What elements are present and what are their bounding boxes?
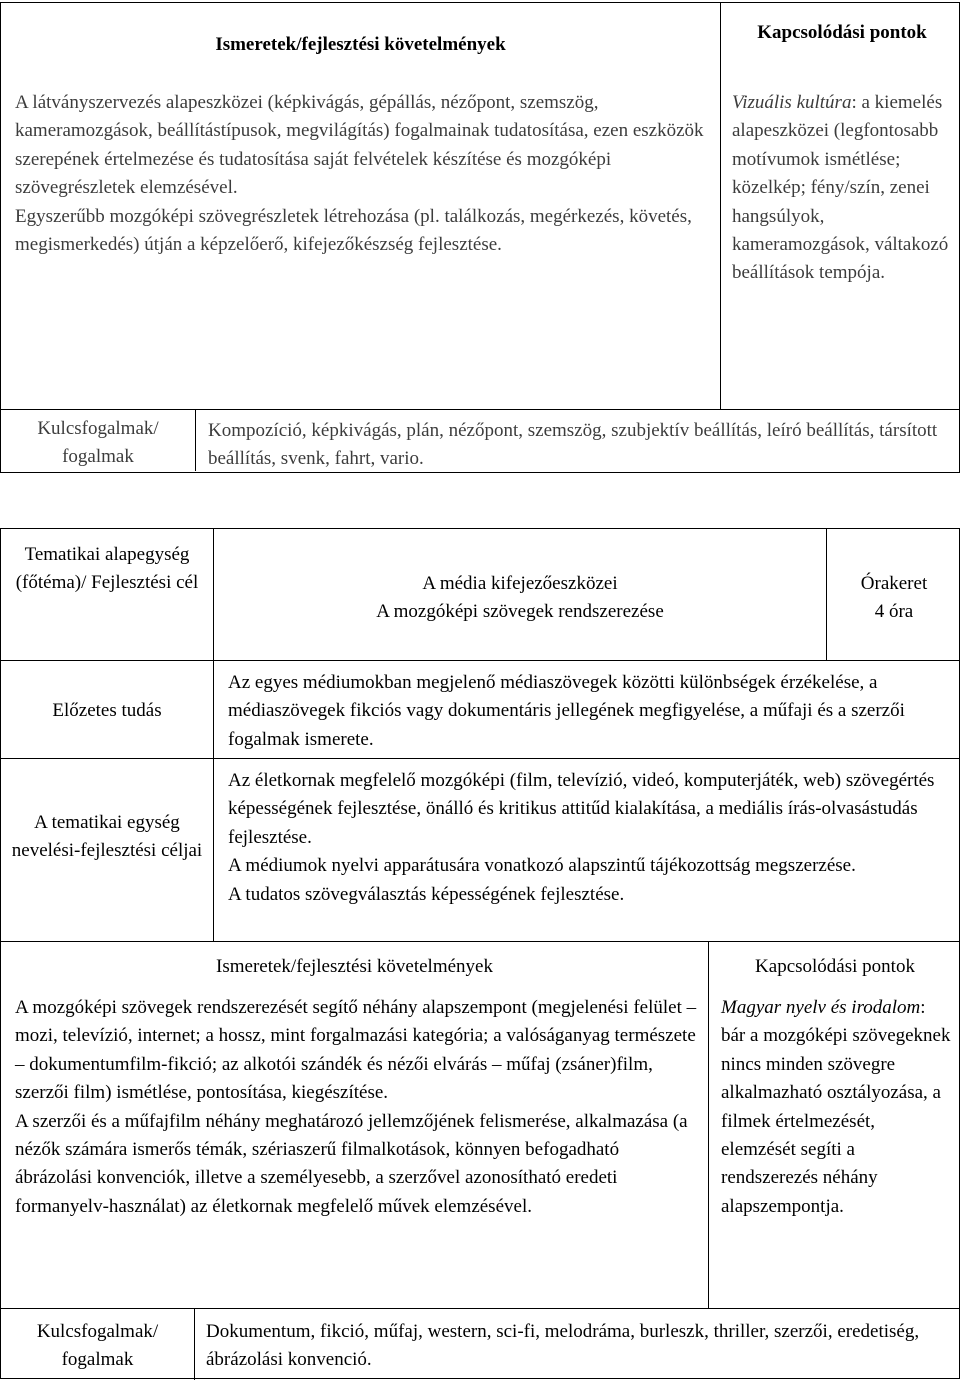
paragraph: Egyszerűbb mozgóképi szövegrészletek létrehozása (pl. találkozás, megérkezés, követés, megismerkedés) útján a képzelőerő, kifejezőkészség fejlesztése. — [15, 205, 692, 256]
goals-label-text: A tematikai egység nevelési-fejlesztési céljai — [11, 812, 203, 862]
table-1-key-concepts-text — [208, 417, 948, 474]
key-concepts-label-text: Kulcsfogalmak/ fogalmak — [37, 418, 159, 467]
table-2-divider — [708, 941, 709, 1308]
table-1-key-concepts-label — [1, 415, 195, 471]
table-1-header-requirements-text: Ismeretek/fejlesztési követelmények — [215, 34, 506, 55]
table-1-requirements-body — [15, 89, 705, 259]
paragraph: A szerzői és a műfajfilm néhány meghatározó jellemzőjének felismerése, alkalmazása (a nézők számára ismerős témák, szériaszerű filmalkotások, könnyen befogadható ábrázolási konvenciók, illetve a személyesebb, a szerzővel azonosítható eredeti formanyelv-használat) az életkornak megfelelő művek elemzésével. — [15, 1110, 688, 1217]
table-2-key-concepts-label — [1, 1318, 194, 1374]
connection-text: : a kiemelés alapeszközei (legfontosabb motívumok ismétlése; közelkép; fény/szín, zenei hangsúlyok, kameramozgások, váltakozó beállítások tempója. — [732, 92, 949, 284]
unit-label — [1, 541, 213, 598]
table-2-divider — [1, 1308, 960, 1309]
key-concepts-text: Kompozíció, képkivágás, plán, nézőpont, szemszög, szubjektív beállítás, leíró beállítás, társított beállítás, svenk, fahrt, vario. — [208, 420, 938, 470]
prior-knowledge-body: Az egyes médiumokban megjelenő médiaszövegek közötti különbségek érzékelése, a médiaszövegek fikciós vagy dokumentáris jellegének megfigyelése, a műfaji és a szerzői fogalmak ismerete. — [228, 672, 905, 750]
goals-label — [1, 809, 213, 866]
prior-knowledge-label — [1, 697, 213, 725]
table-2-header-connections-text: Kapcsolódási pontok — [755, 956, 915, 977]
table-2-header-requirements — [1, 953, 708, 981]
hours-value: 4 óra — [874, 601, 914, 623]
table-2-divider — [194, 1308, 195, 1380]
subject-name: Magyar nyelv és irodalom — [721, 997, 921, 1018]
table-2-connections-body — [721, 994, 953, 1221]
unit-title-line: A média kifejezőeszközei — [422, 573, 618, 594]
goal-paragraph: A tudatos szövegválasztás képességének fejlesztése. — [228, 883, 625, 905]
paragraph: A látványszervezés alapeszközei (képkivágás, gépállás, nézőpont, szemszög, kameramozgások, beállítástípusok, megvilágítás) fogalmainak tudatosítása, ezen eszközök szerepének értelmezése és tudatosítása saját felvételek készítése és mozgóképi szövegrészletek elemzésével. — [15, 92, 704, 199]
table-1 — [0, 2, 960, 473]
unit-label-text: Tematikai alapegység (főtéma)/ Fejlesztési cél — [15, 544, 199, 594]
goal-paragraph: Az életkornak megfelelő mozgóképi (film, televízió, videó, komputerjáték, web) szövegértés képességének fejlesztése, önálló és kritikus attitűd kialakítása, a mediális írás-olvasástudás fejlesztése. — [228, 770, 935, 848]
table-1-header-connections-text: Kapcsolódási pontok — [757, 22, 927, 43]
table-1-divider — [195, 409, 196, 471]
table-2-requirements-body — [15, 994, 697, 1221]
table-1-divider — [720, 3, 721, 409]
table-1-header-requirements — [1, 31, 720, 59]
table-1-header-connections — [723, 19, 960, 47]
goals-text — [228, 767, 953, 909]
key-concepts-text: Dokumentum, fikció, műfaj, western, sci-fi, melodráma, burleszk, thriller, szerzői, eredetiség, ábrázolási konvenció. — [206, 1321, 920, 1371]
table-2-divider — [1, 660, 960, 661]
table-2-header-requirements-text: Ismeretek/fejlesztési követelmények — [216, 956, 493, 977]
table-2 — [0, 528, 960, 1379]
table-2-divider — [1, 941, 960, 942]
subject-name: Vizuális kultúra — [732, 92, 852, 113]
table-1-connections-body — [732, 89, 954, 288]
prior-knowledge-text — [228, 669, 953, 754]
table-2-key-concepts-text — [206, 1318, 951, 1375]
table-1-divider — [1, 409, 960, 410]
key-concepts-label-text: Kulcsfogalmak/ fogalmak — [36, 1321, 159, 1370]
table-2-header-connections — [709, 953, 960, 981]
hours-frame — [827, 570, 960, 627]
unit-title — [214, 570, 826, 627]
connection-text: : bár a mozgóképi szövegeknek nincs minden szövegre alkalmazható osztályozása, a filmek értelmezését, elemzését segíti a rendszerezés néhány alapszempontja. — [721, 997, 951, 1217]
hours-label: Órakeret — [860, 573, 928, 594]
table-2-divider — [1, 758, 960, 759]
paragraph: A mozgóképi szövegek rendszerezését segítő néhány alapszempont (megjelenési felület – mozi, televízió, internet; a hossz, mint forgalmazási kategória; a valóságanyag természete – dokumentumfilm-fikció; az alkotói szándék és nézői elvárás – műfaj (zsáner)film, szerzői film) ismétlése, pontosítása, kiegészítése. — [15, 997, 697, 1104]
goal-paragraph: A médiumok nyelvi apparátusára vonatkozó alapszintű tájékozottság megszerzése. — [228, 855, 856, 877]
unit-title-line: A mozgóképi szövegek rendszerezése — [376, 601, 664, 623]
prior-knowledge-label-text: Előzetes tudás — [52, 700, 162, 721]
